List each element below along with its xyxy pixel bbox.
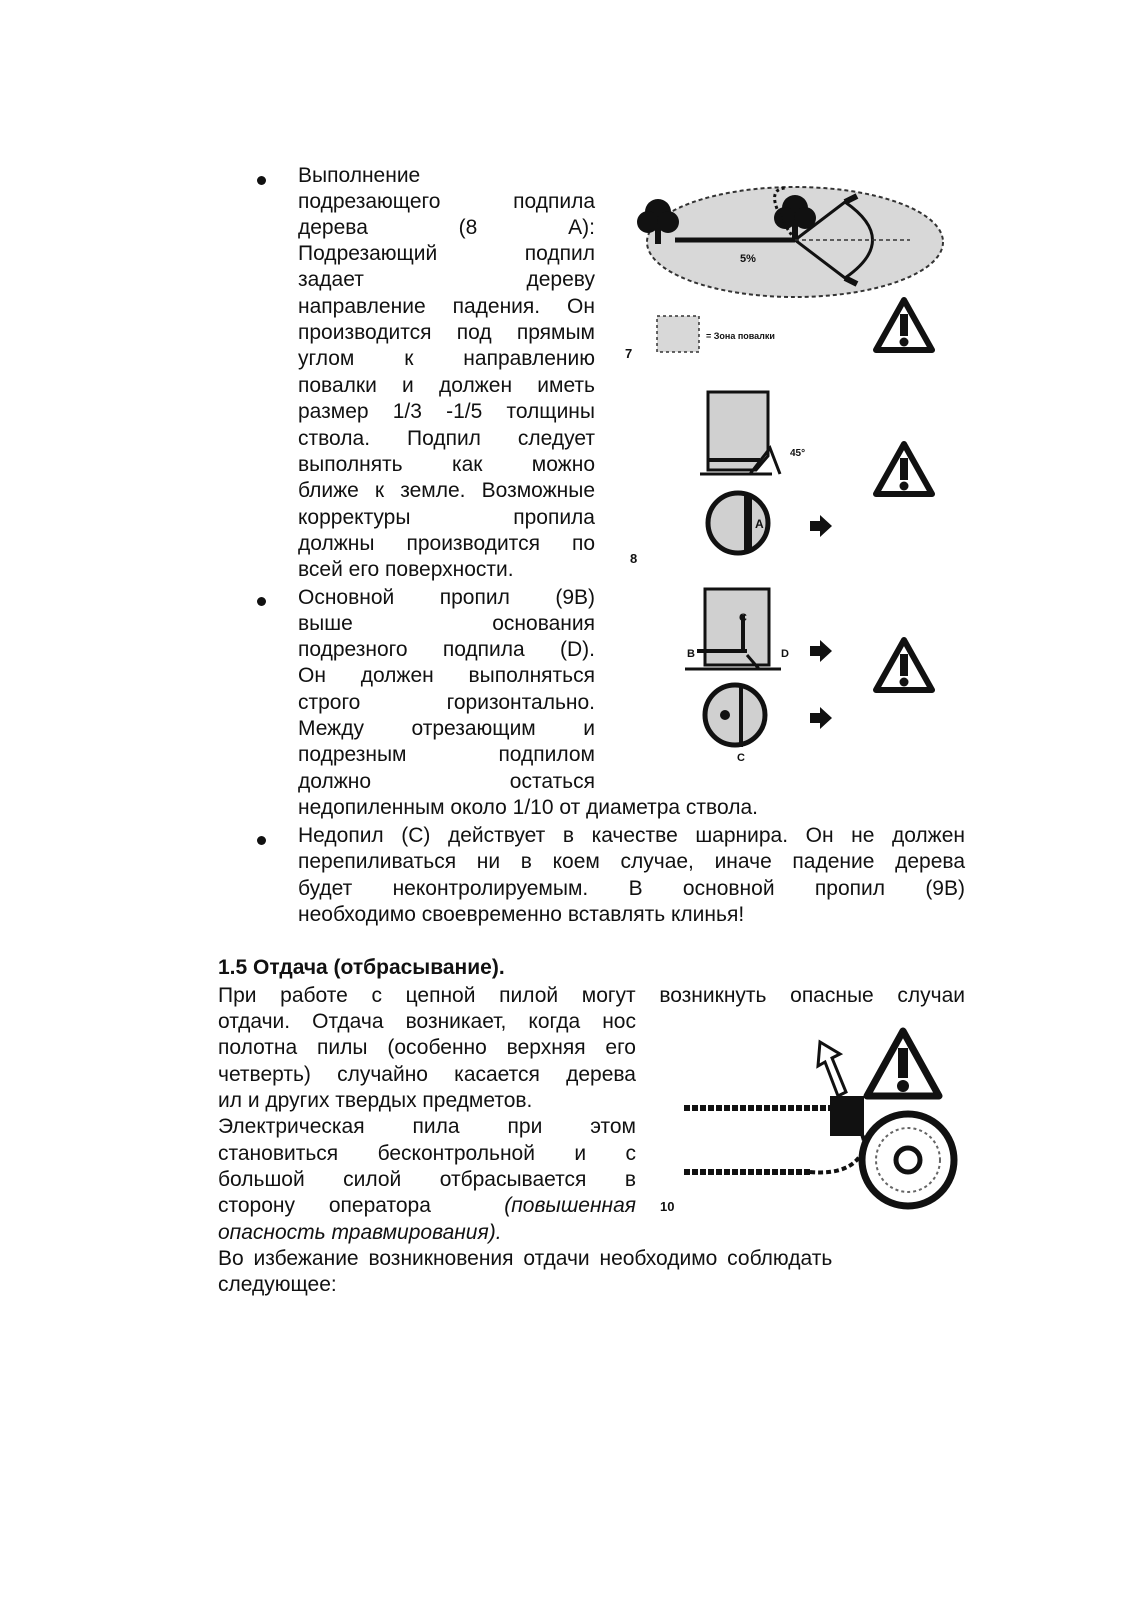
percent-label: 5% bbox=[740, 253, 756, 265]
figure-number-8: 8 bbox=[630, 551, 638, 566]
label-a: A bbox=[755, 517, 764, 531]
legend-label: = Зона повалки bbox=[706, 331, 775, 341]
felling-cut-figure bbox=[685, 585, 815, 765]
label-d: D bbox=[781, 648, 789, 660]
text-line: Недопил (С) действует в качестве шарнира. Он не должен bbox=[298, 824, 965, 847]
text-line: всей его поверхности. bbox=[298, 558, 514, 581]
text-line: производится под прямым bbox=[298, 321, 595, 344]
text-line: ствола. Подпил следует bbox=[298, 427, 595, 450]
text-line: подрезного подпила (D). bbox=[298, 638, 595, 661]
section-heading: 1.5 Отдача (отбрасывание). bbox=[218, 956, 505, 979]
bullet-marker bbox=[257, 836, 266, 845]
text-line: Электрическая пила при этом bbox=[218, 1115, 636, 1138]
text-line: дерева (8 А): bbox=[298, 216, 595, 239]
text-line: выше основания bbox=[298, 612, 595, 635]
bullet-marker bbox=[257, 597, 266, 606]
text-line: корректуры пропила bbox=[298, 506, 595, 529]
bullet-marker bbox=[257, 176, 266, 185]
warning-icon bbox=[862, 1026, 944, 1102]
angle-label: 45° bbox=[790, 448, 806, 459]
text-line bbox=[218, 1193, 636, 1219]
text-line: недопиленным около 1/10 от диаметра ствола. bbox=[298, 796, 758, 819]
warning-icon bbox=[872, 296, 936, 354]
text-line: отдачи. Отдача возникает, когда нос bbox=[218, 1010, 636, 1033]
text-line: полотна пилы (особенно верхняя его bbox=[218, 1036, 636, 1059]
text-segment-italic: (повышенная bbox=[504, 1194, 636, 1217]
text-line: большой силой отбрасывается в bbox=[218, 1168, 636, 1191]
text-line: повалки и должен иметь bbox=[298, 374, 595, 397]
text-line: ближе к земле. Возможные bbox=[298, 479, 595, 502]
text-line: перепиливаться ни в коем случае, иначе падение дерева bbox=[298, 850, 965, 873]
text-line: Подрезающий подпил bbox=[298, 242, 595, 265]
arrow-icon bbox=[808, 705, 834, 731]
text-line: выполнять как можно bbox=[298, 453, 595, 476]
text-line: Выполнение bbox=[298, 164, 421, 187]
text-line: углом к направлению bbox=[298, 347, 595, 370]
warning-icon bbox=[872, 636, 936, 694]
text-line: должны производится по bbox=[298, 532, 595, 555]
label-b: B bbox=[687, 648, 695, 660]
text-line: ил и других твердых предметов. bbox=[218, 1089, 533, 1112]
notch-cut-figure bbox=[700, 388, 820, 568]
text-line: четверть) случайно касается дерева bbox=[218, 1063, 636, 1086]
trunk-cross-section bbox=[705, 685, 765, 745]
legend-swatch bbox=[657, 316, 699, 352]
text-line: направление падения. Он bbox=[298, 295, 595, 318]
text-line: необходимо своевременно вставлять клинья! bbox=[298, 903, 745, 926]
text-line: опасность травмирования). bbox=[218, 1221, 502, 1244]
text-segment: сторону оператора bbox=[218, 1194, 431, 1217]
text-line: задает дереву bbox=[298, 268, 595, 291]
text-line: Основной пропил (9В) bbox=[298, 586, 595, 609]
text-line: При работе с цепной пилой могут возникнуть опасные случаи bbox=[218, 984, 965, 1007]
text-line: Во избежание возникновения отдачи необходимо соблюдать bbox=[218, 1247, 833, 1270]
text-line: будет неконтролируемым. В основной пропил (9В) bbox=[298, 877, 965, 900]
label-c: C bbox=[737, 752, 745, 764]
text-line: строго горизонтально. bbox=[298, 691, 595, 714]
warning-icon bbox=[872, 440, 936, 498]
figure-number-7: 7 bbox=[625, 346, 633, 361]
text-line: следующее: bbox=[218, 1273, 337, 1296]
kickback-arrow bbox=[818, 1042, 846, 1096]
figure-number-10: 10 bbox=[660, 1199, 675, 1214]
text-line: подрезным подпилом bbox=[298, 743, 595, 766]
text-line: подрезающего подпила bbox=[298, 190, 595, 213]
arrow-icon bbox=[808, 638, 834, 664]
text-line: становиться бесконтрольной и с bbox=[218, 1142, 636, 1165]
text-line: Между отрезающим и bbox=[298, 717, 595, 740]
label-c: C bbox=[739, 612, 747, 624]
text-line: должно остаться bbox=[298, 770, 595, 793]
text-line: размер 1/3 -1/5 толщины bbox=[298, 400, 595, 423]
arrow-icon bbox=[808, 513, 834, 539]
text-line: Он должен выполняться bbox=[298, 664, 595, 687]
